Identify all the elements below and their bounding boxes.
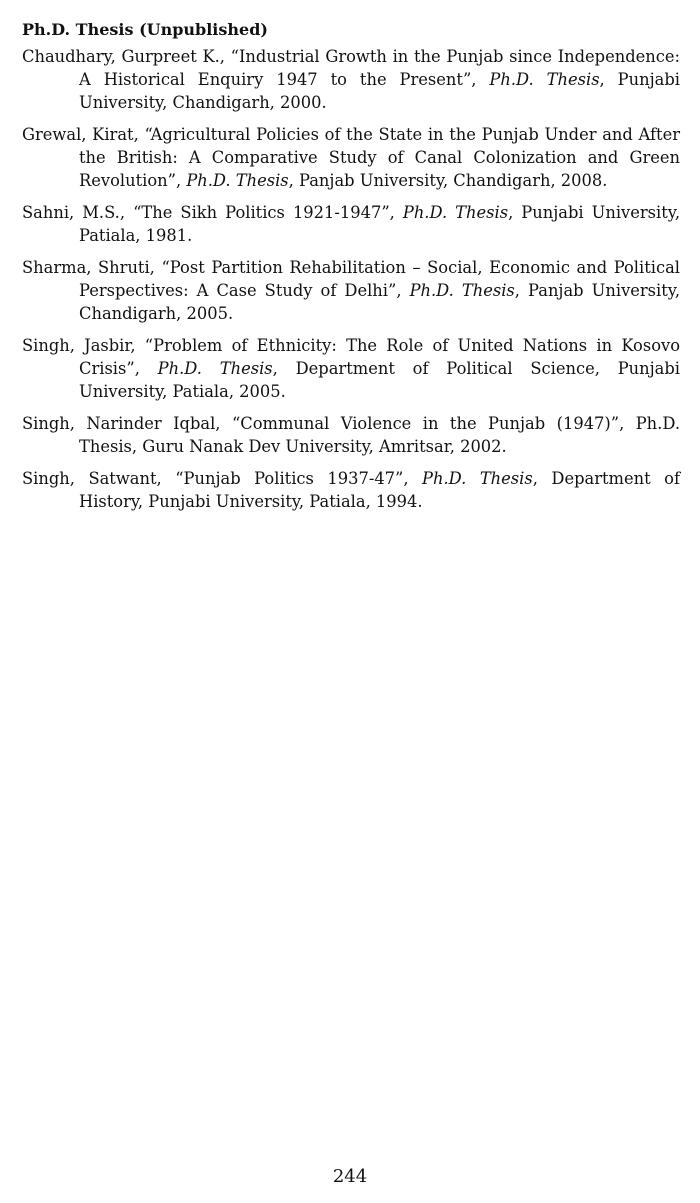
entry-italic: Ph.D. Thesis — [489, 70, 600, 89]
entry-tail: , Department of Political Science, Punjabi University, Patiala, 2005. — [79, 359, 681, 401]
bibliography-entry — [22, 45, 680, 114]
entry-italic: Ph.D. Thesis — [409, 281, 515, 300]
bibliography-entry — [22, 256, 680, 325]
entry-italic: Ph.D. Thesis — [157, 359, 273, 378]
entry-tail: , Punjabi University, Patiala, 1981. — [79, 203, 680, 245]
bibliography-entry — [22, 412, 680, 458]
entry-text: Singh, Jasbir, “Problem of Ethnicity: The Role of United Nations in Kosovo Crisis”, — [22, 336, 680, 378]
entry-tail: , Punjabi University, Chandigarh, 2000. — [79, 70, 680, 112]
entry-tail: , Panjab University, Chandigarh, 2005. — [79, 281, 681, 323]
entry-italic: Ph.D. Thesis — [402, 203, 509, 222]
entry-text: Singh, Satwant, “Punjab Politics 1937-47”, — [22, 469, 423, 488]
section-heading: Ph.D. Thesis (Unpublished) — [22, 20, 268, 39]
entry-tail: , Panjab University, Chandigarh, 2008. — [288, 171, 608, 190]
entry-italic: Ph.D. Thesis — [186, 171, 289, 190]
entry-text: Sahni, M.S., “The Sikh Politics 1921-1947”, — [22, 203, 403, 222]
bibliography-page — [22, 18, 680, 522]
entry-text: Singh, Narinder Iqbal, “Communal Violence in the Punjab (1947)”, Ph.D. Thesis, Guru Nanak Dev University, Amritsar, 2002. — [22, 414, 680, 456]
entry-text: Grewal, Kirat, “Agricultural Policies of the State in the Punjab Under and After the British: A Comparative Study of Canal Colonization and Green Revolution”, — [22, 125, 680, 190]
bibliography-entry — [22, 201, 680, 247]
bibliography-entry — [22, 334, 680, 403]
bibliography-entry — [22, 467, 680, 513]
page-number: 244 — [332, 1166, 368, 1187]
bibliography-entry — [22, 123, 680, 192]
entry-text: Sharma, Shruti, “Post Partition Rehabilitation – Social, Economic and Political Perspectives: A Case Study of Delhi”, — [22, 258, 680, 300]
entry-text: Chaudhary, Gurpreet K., “Industrial Growth in the Punjab since Independence: A Historical Enquiry 1947 to the Present”, — [22, 47, 680, 89]
entry-tail: , Department of History, Punjabi University, Patiala, 1994. — [79, 469, 680, 511]
entry-italic: Ph.D. Thesis — [422, 469, 533, 488]
